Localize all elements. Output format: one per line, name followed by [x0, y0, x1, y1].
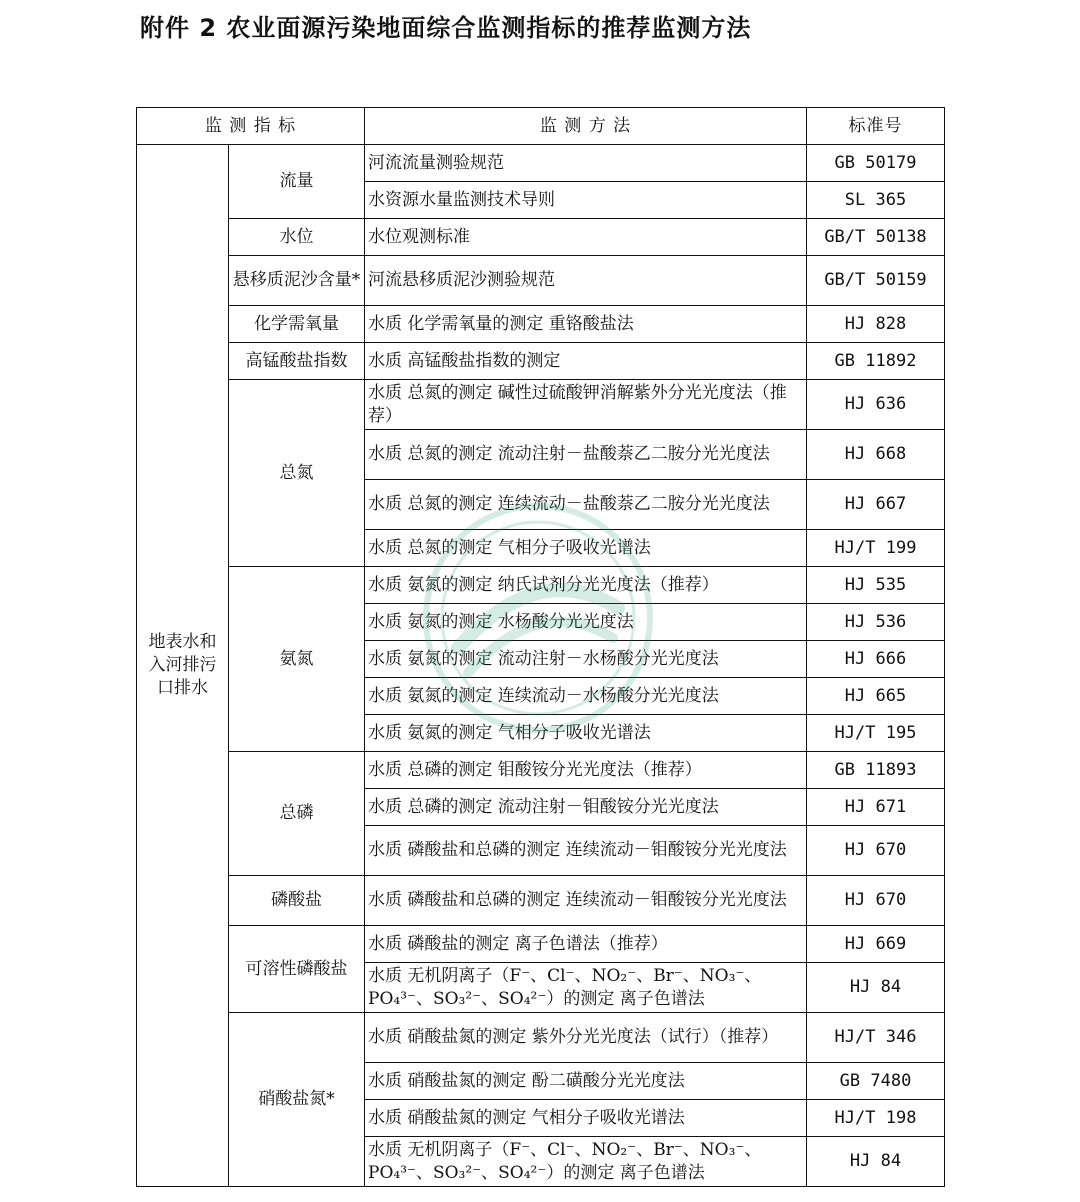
method-cell: 河流流量测验规范	[365, 145, 807, 182]
standard-number-cell: HJ 828	[807, 306, 945, 343]
standard-number-cell: GB/T 50138	[807, 219, 945, 256]
method-cell: 水质 无机阴离子（F⁻、Cl⁻、NO₂⁻、Br⁻、NO₃⁻、PO₄³⁻、SO₃²⁻、SO₄²⁻）的测定 离子色谱法	[365, 1137, 807, 1187]
standard-number-cell: HJ 84	[807, 1137, 945, 1187]
table-row	[137, 926, 945, 963]
standard-number-cell: GB 11893	[807, 752, 945, 789]
standard-number-cell: HJ/T 195	[807, 715, 945, 752]
method-cell: 水质 氨氮的测定 纳氏试剂分光光度法（推荐）	[365, 567, 807, 604]
method-cell: 水质 氨氮的测定 水杨酸分光光度法	[365, 604, 807, 641]
standard-number-cell: HJ 667	[807, 480, 945, 530]
table-row	[137, 306, 945, 343]
method-cell: 水资源水量监测技术导则	[365, 182, 807, 219]
header-standard: 标准号	[807, 108, 945, 145]
table-row	[137, 145, 945, 182]
table-row	[137, 567, 945, 604]
standard-number-cell: HJ 668	[807, 430, 945, 480]
method-cell: 水质 氨氮的测定 流动注射－水杨酸分光光度法	[365, 641, 807, 678]
indicator-cell: 化学需氧量	[229, 306, 365, 343]
method-cell: 水质 硝酸盐氮的测定 气相分子吸收光谱法	[365, 1100, 807, 1137]
category-cell: 地表水和入河排污口排水	[137, 145, 229, 1187]
method-cell: 河流悬移质泥沙测验规范	[365, 256, 807, 306]
table-row	[137, 380, 945, 430]
method-cell: 水质 总氮的测定 流动注射－盐酸萘乙二胺分光光度法	[365, 430, 807, 480]
method-cell: 水质 硝酸盐氮的测定 紫外分光光度法（试行）（推荐）	[365, 1013, 807, 1063]
indicator-cell: 硝酸盐氮*	[229, 1013, 365, 1187]
method-cell: 水质 硝酸盐氮的测定 酚二磺酸分光光度法	[365, 1063, 807, 1100]
header-method: 监 测 方 法	[365, 108, 807, 145]
method-cell: 水质 磷酸盐和总磷的测定 连续流动－钼酸铵分光光度法	[365, 876, 807, 926]
table-body	[137, 145, 945, 1187]
standard-number-cell: GB/T 50159	[807, 256, 945, 306]
standard-number-cell: HJ 665	[807, 678, 945, 715]
method-cell: 水质 总氮的测定 碱性过硫酸钾消解紫外分光光度法（推荐）	[365, 380, 807, 430]
standard-number-cell: HJ 536	[807, 604, 945, 641]
method-cell: 水质 磷酸盐的测定 离子色谱法（推荐）	[365, 926, 807, 963]
indicator-cell: 流量	[229, 145, 365, 219]
method-cell: 水质 总氮的测定 连续流动－盐酸萘乙二胺分光光度法	[365, 480, 807, 530]
standard-number-cell: HJ 535	[807, 567, 945, 604]
monitoring-methods-table	[136, 107, 945, 1187]
indicator-cell: 磷酸盐	[229, 876, 365, 926]
method-cell: 水质 总氮的测定 气相分子吸收光谱法	[365, 530, 807, 567]
header-indicator: 监 测 指 标	[137, 108, 365, 145]
table-row	[137, 343, 945, 380]
standard-number-cell: HJ 670	[807, 826, 945, 876]
method-cell: 水质 总磷的测定 钼酸铵分光光度法（推荐）	[365, 752, 807, 789]
standard-number-cell: HJ 636	[807, 380, 945, 430]
table-row	[137, 752, 945, 789]
method-cell: 水质 氨氮的测定 连续流动－水杨酸分光光度法	[365, 678, 807, 715]
standard-number-cell: GB 50179	[807, 145, 945, 182]
page-title: 附件 2 农业面源污染地面综合监测指标的推荐监测方法	[140, 14, 752, 42]
indicator-cell: 高锰酸盐指数	[229, 343, 365, 380]
standard-number-cell: HJ/T 198	[807, 1100, 945, 1137]
standard-number-cell: HJ 670	[807, 876, 945, 926]
method-cell: 水质 化学需氧量的测定 重铬酸盐法	[365, 306, 807, 343]
indicator-cell: 氨氮	[229, 567, 365, 752]
standard-number-cell: GB 7480	[807, 1063, 945, 1100]
table-row	[137, 219, 945, 256]
indicator-cell: 总氮	[229, 380, 365, 567]
method-cell: 水位观测标准	[365, 219, 807, 256]
indicator-cell: 水位	[229, 219, 365, 256]
standard-number-cell: HJ 84	[807, 963, 945, 1013]
standard-number-cell: SL 365	[807, 182, 945, 219]
standard-number-cell: HJ 671	[807, 789, 945, 826]
standard-number-cell: HJ 669	[807, 926, 945, 963]
indicator-cell: 总磷	[229, 752, 365, 876]
standard-number-cell: HJ/T 346	[807, 1013, 945, 1063]
method-cell: 水质 氨氮的测定 气相分子吸收光谱法	[365, 715, 807, 752]
table-header-row	[137, 108, 945, 145]
table-row	[137, 1013, 945, 1063]
method-cell: 水质 总磷的测定 流动注射－钼酸铵分光光度法	[365, 789, 807, 826]
method-cell: 水质 磷酸盐和总磷的测定 连续流动－钼酸铵分光光度法	[365, 826, 807, 876]
indicator-cell: 可溶性磷酸盐	[229, 926, 365, 1013]
method-cell: 水质 高锰酸盐指数的测定	[365, 343, 807, 380]
standard-number-cell: HJ 666	[807, 641, 945, 678]
method-cell: 水质 无机阴离子（F⁻、Cl⁻、NO₂⁻、Br⁻、NO₃⁻、PO₄³⁻、SO₃²⁻、SO₄²⁻）的测定 离子色谱法	[365, 963, 807, 1013]
table-row	[137, 256, 945, 306]
table-row	[137, 876, 945, 926]
standard-number-cell: GB 11892	[807, 343, 945, 380]
indicator-cell: 悬移质泥沙含量*	[229, 256, 365, 306]
standard-number-cell: HJ/T 199	[807, 530, 945, 567]
